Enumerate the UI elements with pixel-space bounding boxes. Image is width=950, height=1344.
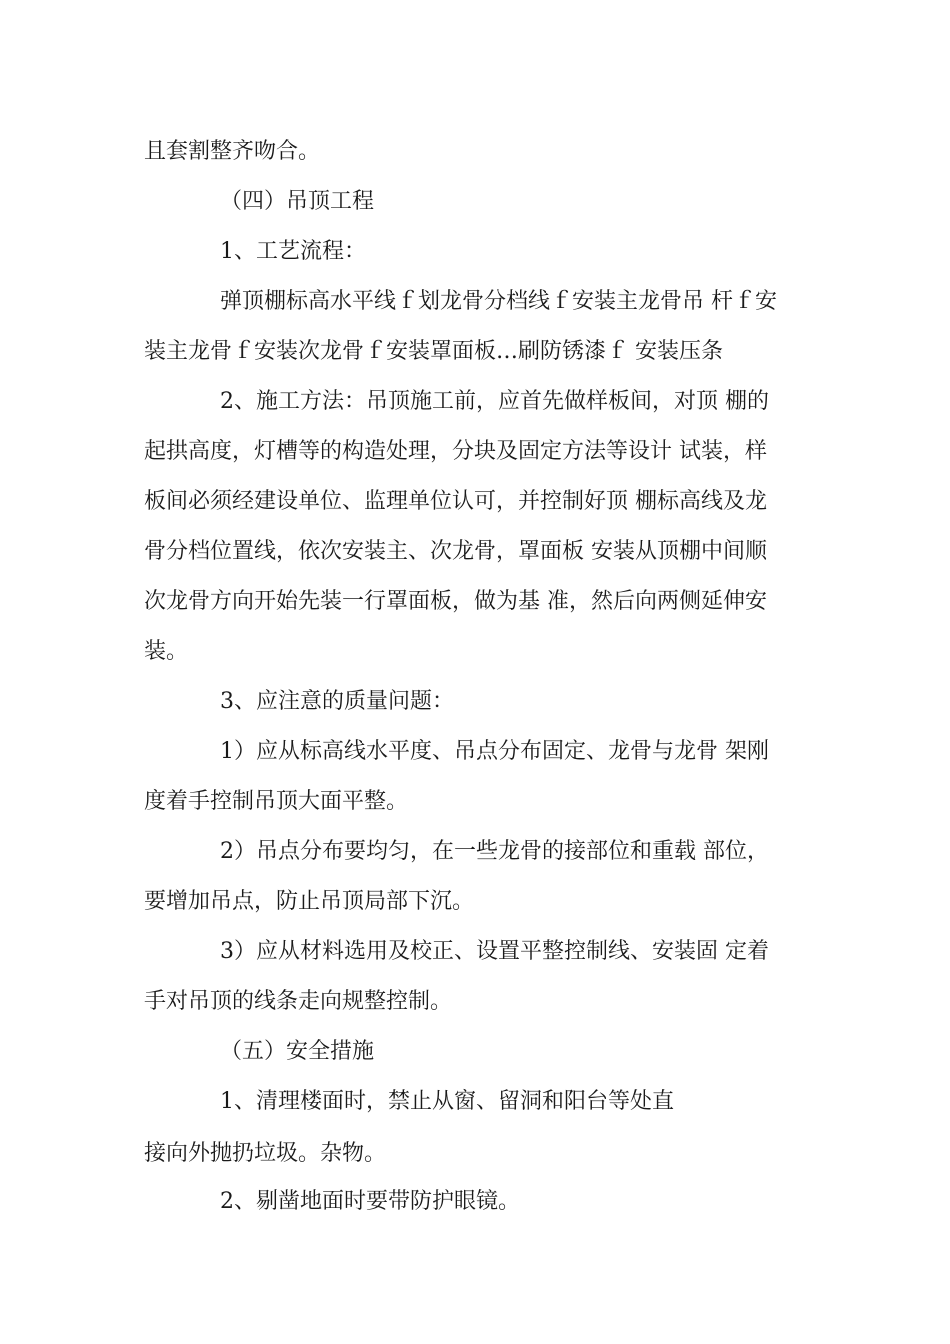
section-heading-safety-measures: （五）安全措施 (220, 1039, 375, 1064)
safety-item-1-line-1: 1、清理楼面时，禁止从窗、留洞和阳台等处直 (220, 1089, 674, 1114)
construction-method-line-6: 装。 (144, 639, 189, 664)
quality-item-3-line-1: 3）应从材料选用及校正、设置平整控制线、安装固 定着 (220, 939, 769, 964)
quality-item-1-line-1: 1）应从标高线水平度、吊点分布固定、龙骨与龙骨 架刚 (220, 739, 769, 764)
construction-method-line-4: 骨分档位置线，依次安装主、次龙骨，罩面板 安装从顶棚中间顺 (144, 539, 767, 564)
construction-method-line-5: 次龙骨方向开始先装一行罩面板，做为基 准，然后向两侧延伸安 (144, 589, 767, 614)
construction-method-line-1: 2、施工方法：吊顶施工前，应首先做样板间，对顶 棚的 (220, 389, 769, 414)
safety-item-1-line-2: 接向外抛扔垃圾。杂物。 (144, 1141, 387, 1166)
safety-item-2: 2、剔凿地面时要带防护眼镜。 (220, 1189, 520, 1214)
process-flow-line-1: 弹顶棚标高水平线ｆ划龙骨分档线ｆ安装主龙骨吊 杆ｆ安 (220, 289, 777, 314)
quality-item-3-line-2: 手对吊顶的线条走向规整控制。 (144, 989, 453, 1014)
construction-method-line-2: 起拱高度，灯槽等的构造处理，分块及固定方法等设计 试装，样 (144, 439, 767, 464)
quality-item-2-line-2: 要增加吊点，防止吊顶局部下沉。 (144, 889, 475, 914)
section-heading-ceiling-work: （四）吊顶工程 (220, 189, 375, 214)
quality-item-1-line-2: 度着手控制吊顶大面平整。 (144, 789, 409, 814)
process-flow-line-2: 装主龙骨ｆ安装次龙骨ｆ安装罩面板…刷防锈漆ｆ 安装压条 (144, 339, 723, 364)
quality-item-2-line-1: 2）吊点分布要均匀，在一些龙骨的接部位和重载 部位， (220, 839, 769, 864)
subheading-quality-issues: 3、应注意的质量问题： (220, 689, 454, 714)
construction-method-line-3: 板间必须经建设单位、监理单位认可，并控制好顶 棚标高线及龙 (144, 489, 767, 514)
subheading-process-flow: 1、工艺流程： (220, 239, 366, 264)
paragraph-continuation: 且套割整齐吻合。 (144, 139, 321, 164)
